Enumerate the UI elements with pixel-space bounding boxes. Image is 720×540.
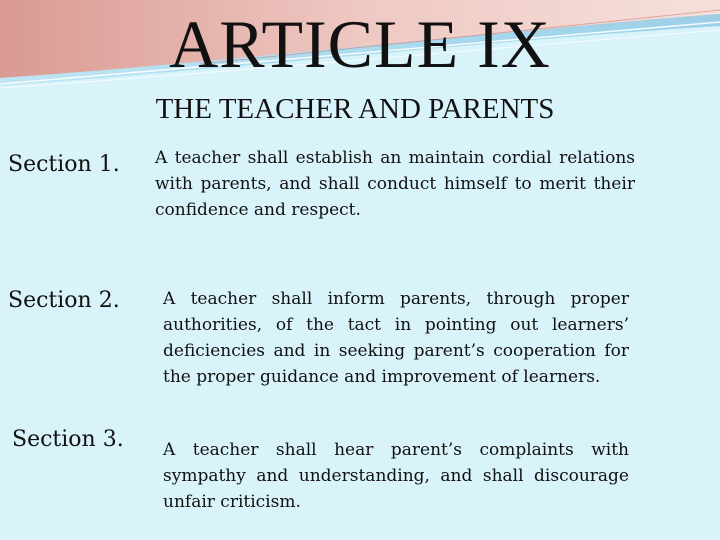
- section-1-text: A teacher shall establish an maintain cordial relations with parents, and shall conduct himself to merit their confidence and respect.: [155, 148, 635, 220]
- section-3-text: A teacher shall hear parent’s complaints with sympathy and understanding, and shall discourage unfair criticism.: [163, 440, 629, 512]
- page-title: ARTICLE IX: [169, 6, 551, 82]
- section-2-text: A teacher shall inform parents, through proper authorities, of the tact in pointing out learners’ deficiencies and in seeking parent’s cooperation for the proper guidance and improvement of learners.: [163, 289, 629, 387]
- section-3-label: Section 3.: [12, 427, 124, 452]
- section-1-label: Section 1.: [8, 152, 120, 177]
- page-subtitle: THE TEACHER AND PARENTS: [155, 93, 555, 125]
- section-2-label: Section 2.: [8, 288, 120, 313]
